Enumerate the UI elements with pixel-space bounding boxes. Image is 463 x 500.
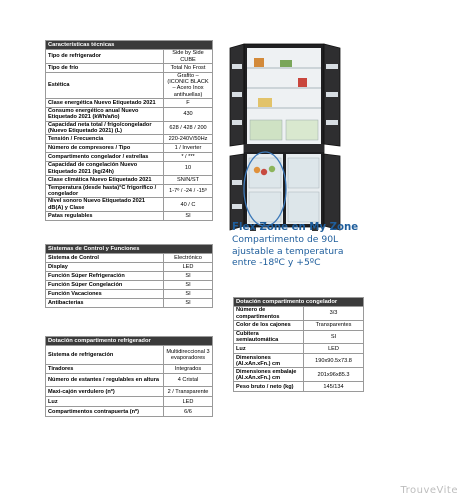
right-upper-door-shelf bbox=[326, 120, 338, 125]
spec-value: SI bbox=[164, 281, 213, 290]
tech-specs-table bbox=[45, 40, 213, 221]
table-header: Dotación compartimento congelador bbox=[234, 298, 364, 307]
spec-label: Temperatura (desde hasta)°C frigorífico / congelador bbox=[46, 184, 164, 198]
table-header: Características técnicas bbox=[46, 41, 213, 50]
fruit bbox=[254, 167, 260, 173]
spec-value: LED bbox=[164, 263, 213, 272]
spec-label: Función Súper Congelación bbox=[46, 281, 164, 290]
table-header: Sistemas de Control y Funciones bbox=[46, 245, 213, 254]
food-item bbox=[254, 58, 264, 67]
spec-label: Cubitera semiautomática bbox=[234, 330, 304, 344]
left-upper-door-shelf bbox=[232, 64, 242, 69]
spec-label: Clase climática Nuevo Etiquetado 2021 bbox=[46, 175, 164, 184]
flex-zone-line: entre -18ºC y +5ºC bbox=[232, 257, 321, 269]
spec-label: Compartimento congelador / estrellas bbox=[46, 153, 164, 162]
food-item bbox=[298, 78, 307, 87]
spec-value: 3/3 bbox=[304, 307, 364, 321]
food-item bbox=[258, 98, 272, 107]
spec-value: LED bbox=[304, 344, 364, 354]
drawer bbox=[249, 192, 281, 222]
freezer-compartment-table bbox=[233, 297, 364, 392]
spec-value: LED bbox=[164, 397, 213, 407]
left-lower-door-shelf bbox=[232, 180, 242, 185]
spec-label: Nivel sonoro Nuevo Etiquetado 2021 dB(A) y Clase bbox=[46, 198, 164, 212]
spec-label: Tiradores bbox=[46, 365, 164, 374]
left-lower-door bbox=[230, 154, 244, 230]
spec-value: Total No Frost bbox=[164, 63, 213, 72]
spec-value: 40 / C bbox=[164, 198, 213, 212]
fridge-illustration bbox=[228, 40, 342, 237]
spec-label: Número de compartimentos bbox=[234, 307, 304, 321]
spec-label: Clase energética Nuevo Etiquetado 2021 bbox=[46, 99, 164, 108]
spec-label: Maxi-cajón verdulero (nº) bbox=[46, 387, 164, 397]
spec-value: Multidireccional 3 evaporadores bbox=[164, 346, 213, 365]
spec-label: Dimensiones (Al.xAn.xFn.) cm bbox=[234, 354, 304, 368]
spec-value: 2 / Transparente bbox=[164, 387, 213, 397]
spec-label: Tensión / Frecuencia bbox=[46, 135, 164, 144]
fruit bbox=[269, 166, 275, 172]
fruit bbox=[261, 169, 267, 175]
spec-value: Electrónico bbox=[164, 254, 213, 263]
control-systems-table bbox=[45, 244, 213, 308]
table-header: Dotación compartimento refrigerador bbox=[46, 337, 213, 346]
spec-value: F bbox=[164, 99, 213, 108]
spec-label: Display bbox=[46, 263, 164, 272]
spec-label: Número de estantes / regulables en altura bbox=[46, 374, 164, 387]
spec-value: 10 bbox=[164, 162, 213, 176]
spec-label: Tipo de refrigerador bbox=[46, 50, 164, 64]
right-upper-door-shelf bbox=[326, 64, 338, 69]
flex-zone-title: Flex Zone en My Zone bbox=[232, 222, 359, 233]
spec-label: Función Vacaciones bbox=[46, 290, 164, 299]
spec-label: Sistema de Control bbox=[46, 254, 164, 263]
flex-zone-line: Compartimento de 90L bbox=[232, 234, 339, 245]
spec-label: Capacidad de congelación Nuevo Etiquetado 2021 (kg/24h) bbox=[46, 162, 164, 176]
spec-label: Número de compresores / Tipo bbox=[46, 144, 164, 153]
spec-label: Compartimentos contrapuerta (nº) bbox=[46, 407, 164, 417]
spec-value: Side by Side CUBE bbox=[164, 50, 213, 64]
drawer bbox=[288, 192, 319, 222]
food-item bbox=[280, 60, 292, 67]
vegetable-drawer bbox=[250, 120, 282, 140]
divider-bar bbox=[244, 144, 324, 152]
spec-value: 1 / Inverter bbox=[164, 144, 213, 153]
spec-label: Capacidad neta total / frigo/congelador (Nuevo Etiquetado 2021) (L) bbox=[46, 121, 164, 135]
flex-zone-caption bbox=[232, 222, 358, 269]
spec-label: Estética bbox=[46, 72, 164, 98]
spec-value: SI bbox=[304, 330, 364, 344]
vegetable-drawer bbox=[286, 120, 318, 140]
spec-value: 145/134 bbox=[304, 382, 364, 392]
spec-value: 220-240V/50Hz bbox=[164, 135, 213, 144]
spec-label: Peso bruto / neto (kg) bbox=[234, 382, 304, 392]
watermark: TrouveVite bbox=[400, 485, 458, 496]
spec-label: Luz bbox=[234, 344, 304, 354]
spec-value: * / *** bbox=[164, 153, 213, 162]
spec-value: Grafito – (ICONIC BLACK – Acero Inox antihuellas) bbox=[164, 72, 213, 98]
spec-value: SI bbox=[164, 212, 213, 221]
right-upper-door-shelf bbox=[326, 92, 338, 97]
spec-label: Luz bbox=[46, 397, 164, 407]
spec-value: SN/N/ST bbox=[164, 175, 213, 184]
spec-value: SI bbox=[164, 290, 213, 299]
spec-label: Tipo de frío bbox=[46, 63, 164, 72]
left-lower-door-shelf bbox=[232, 204, 242, 209]
spec-value: SI bbox=[164, 299, 213, 308]
spec-label: Color de los cajones bbox=[234, 320, 304, 330]
spec-label: Sistema de refrigeración bbox=[46, 346, 164, 365]
spec-label: Función Súper Refrigeración bbox=[46, 272, 164, 281]
flex-zone-line: ajustable a temperatura bbox=[232, 245, 344, 257]
left-upper-door-shelf bbox=[232, 120, 242, 125]
spec-value: Transparentes bbox=[304, 320, 364, 330]
spec-value: Integrados bbox=[164, 365, 213, 374]
spec-value: 6/6 bbox=[164, 407, 213, 417]
drawer bbox=[288, 158, 319, 188]
right-lower-door bbox=[324, 154, 340, 230]
spec-label: Consumo energético anual Nuevo Etiquetado 2021 (kWh/año) bbox=[46, 108, 164, 122]
spec-value: SI bbox=[164, 272, 213, 281]
spec-label: Dimensiones embalaje (Al.xAn.xFn.) cm bbox=[234, 368, 304, 382]
spec-value: 430 bbox=[164, 108, 213, 122]
spec-value: 190x90.5x73.8 bbox=[304, 354, 364, 368]
spec-label: Patas regulables bbox=[46, 212, 164, 221]
spec-value: 201x96x85.3 bbox=[304, 368, 364, 382]
spec-value: 1-7º / -24 / -15º bbox=[164, 184, 213, 198]
spec-value: 628 / 428 / 200 bbox=[164, 121, 213, 135]
spec-value: 4 Cristal bbox=[164, 374, 213, 387]
fridge-compartment-table bbox=[45, 336, 213, 417]
spec-label: Antibacterias bbox=[46, 299, 164, 308]
left-upper-door-shelf bbox=[232, 92, 242, 97]
